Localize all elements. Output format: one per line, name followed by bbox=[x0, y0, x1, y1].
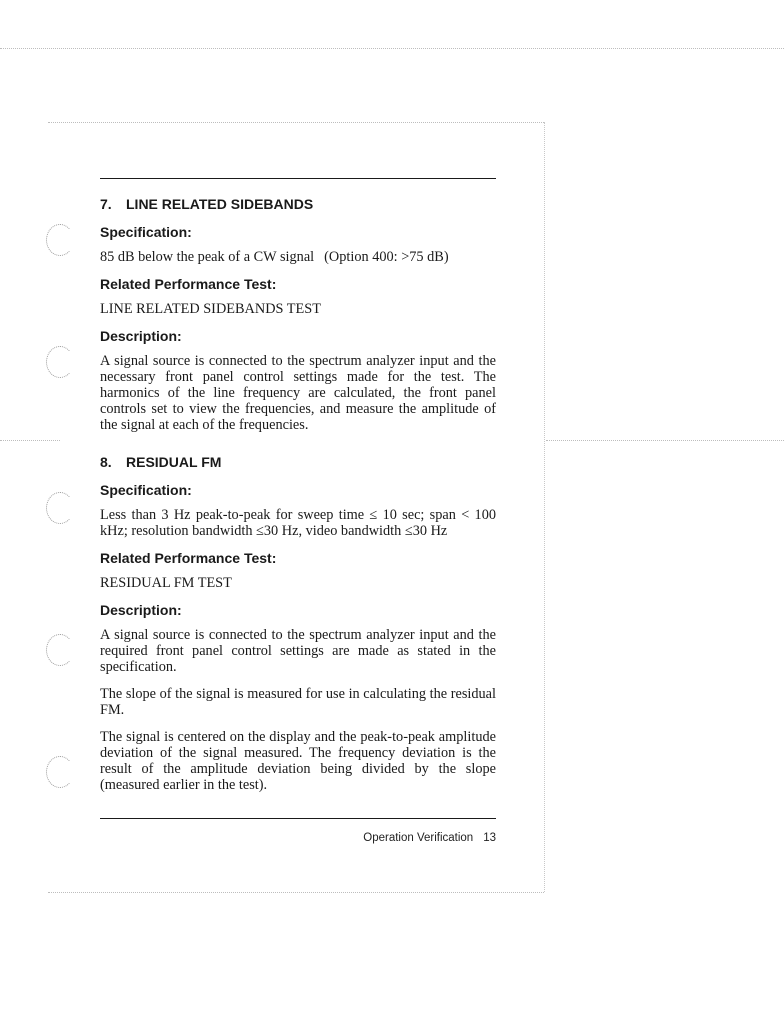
binder-hole-2 bbox=[46, 346, 74, 378]
description-paragraph: A signal source is connected to the spectrum analyzer input and the necessary front panel control settings made for the test. The harmonics of the line frequency are calculated, the front panel controls set to view the frequencies, and measure the amplitude of the signal at each of the frequencies. bbox=[100, 353, 496, 433]
section-title: RESIDUAL FM bbox=[126, 454, 222, 470]
related-test-heading: Related Performance Test: bbox=[100, 550, 277, 566]
binder-hole-1 bbox=[46, 224, 74, 256]
related-test-heading: Related Performance Test: bbox=[100, 276, 277, 292]
section-line-related-sidebands bbox=[100, 196, 496, 433]
related-test-text: LINE RELATED SIDEBANDS TEST bbox=[100, 301, 321, 317]
section-residual-fm bbox=[100, 454, 496, 793]
specification-heading: Specification: bbox=[100, 482, 192, 498]
specification-text bbox=[100, 249, 496, 265]
description-paragraph: The signal is centered on the display and the peak-to-peak amplitude deviation of the signal measured. The frequency deviation is the result of the amplitude deviation being divided by the slope (measured earlier in the test). bbox=[100, 729, 496, 793]
specification-value: 85 dB below the peak of a CW signal bbox=[100, 249, 315, 265]
bottom-rule bbox=[100, 818, 496, 819]
scan-edge-top bbox=[0, 48, 784, 49]
specification-heading: Specification: bbox=[100, 224, 192, 240]
description-heading: Description: bbox=[100, 602, 182, 618]
scan-edge-right bbox=[544, 122, 545, 892]
scan-edge-bottom bbox=[48, 892, 544, 893]
page-content bbox=[100, 196, 496, 804]
description-heading: Description: bbox=[100, 328, 182, 344]
specification-option: (Option 400: >75 dB) bbox=[324, 249, 449, 265]
top-rule bbox=[100, 178, 496, 179]
page-number: 13 bbox=[483, 832, 496, 844]
page-footer bbox=[363, 832, 496, 844]
related-test-text: RESIDUAL FM TEST bbox=[100, 575, 232, 591]
description-paragraph: A signal source is connected to the spectrum analyzer input and the required front panel control settings are made as stated in the specification. bbox=[100, 627, 496, 675]
section-heading bbox=[100, 196, 496, 212]
description-paragraph: The slope of the signal is measured for use in calculating the residual FM. bbox=[100, 686, 496, 718]
section-number: 8. bbox=[100, 454, 112, 470]
scan-edge-upper bbox=[48, 122, 544, 123]
section-number: 7. bbox=[100, 196, 112, 212]
binder-hole-3 bbox=[46, 492, 74, 524]
specification-text: Less than 3 Hz peak-to-peak for sweep time ≤ 10 sec; span < 100 kHz; resolution bandwidth ≤30 Hz, video bandwidth ≤30 Hz bbox=[100, 507, 496, 539]
binder-hole-5 bbox=[46, 756, 74, 788]
section-title: LINE RELATED SIDEBANDS bbox=[126, 196, 314, 212]
binder-hole-4 bbox=[46, 634, 74, 666]
section-heading bbox=[100, 454, 496, 470]
footer-section-name: Operation Verification bbox=[363, 832, 474, 844]
scan-edge-middle-right bbox=[546, 440, 784, 441]
scan-edge-middle bbox=[0, 440, 60, 441]
